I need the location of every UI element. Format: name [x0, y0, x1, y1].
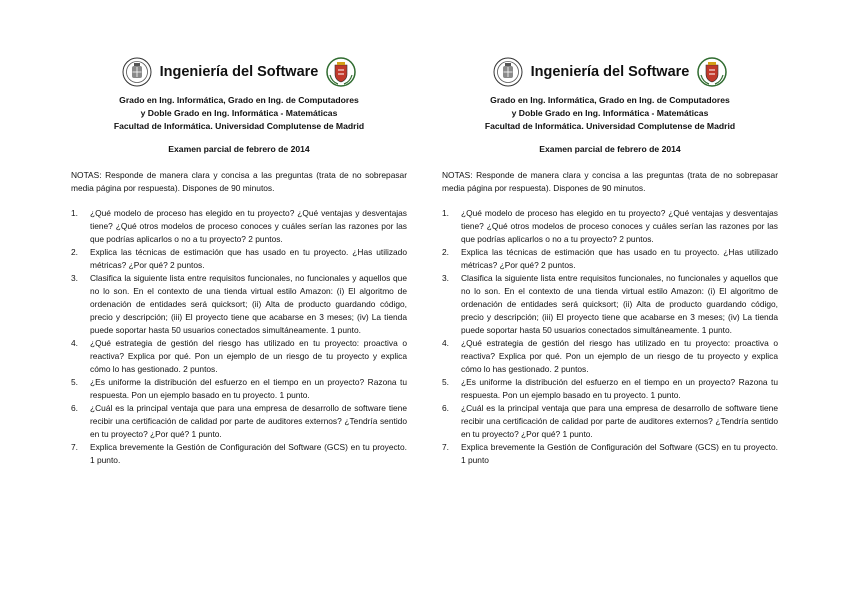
- question-number: 3.: [442, 273, 449, 283]
- exam-page-right: [442, 52, 778, 467]
- exam-header: [442, 52, 778, 92]
- exam-subject-title: Ingeniería del Software: [530, 63, 690, 80]
- question-text: Explica las técnicas de estimación que has usado en tu proyecto. ¿Has utilizado métricas? ¿Por qué? 2 puntos.: [90, 247, 407, 270]
- question-text: Clasifica la siguiente lista entre requisitos funcionales, no funcionales y aquellos que no lo son. En el contexto de una tienda virtual estilo Amazon: (i) El algoritmo de ordenación de entidades será quicksort; (ii) Alta de producto guardando código, precio y descripción; (iii) El proyecto tiene que acabarse en 3 meses; (iv) La tienda puede soportar hasta 50 usuarios conectados simultáneamente. 1 punto.: [461, 273, 778, 335]
- question-item: [442, 376, 778, 402]
- question-item: [71, 441, 407, 467]
- question-item: [71, 376, 407, 402]
- question-item: [71, 402, 407, 441]
- exam-header: [71, 52, 407, 92]
- question-text: ¿Cuál es la principal ventaja que para una empresa de desarrollo de software tiene recibir una certificación de calidad por parte de auditores externos? ¿Tendría sentido en tu proyecto? ¿Por qué? 1 punto.: [461, 403, 778, 439]
- question-number: 7.: [71, 442, 78, 452]
- question-text: ¿Qué estrategia de gestión del riesgo has utilizado en tu proyecto: proactiva o reactiva? Explica por qué. Pon un ejemplo de un riesgo de tu proyecto y explica cómo lo has gestionado. 2 puntos.: [90, 338, 407, 374]
- question-item: [442, 337, 778, 376]
- question-number: 6.: [442, 403, 449, 413]
- exam-title: Examen parcial de febrero de 2014: [168, 144, 310, 154]
- degree-info: [71, 94, 407, 133]
- question-item: [442, 207, 778, 246]
- faculty-crest-icon: [697, 57, 727, 87]
- question-text: Explica brevemente la Gestión de Configuración del Software (GCS) en tu proyecto. 1 punto: [461, 442, 778, 465]
- question-number: 1.: [71, 208, 78, 218]
- question-number: 5.: [71, 377, 78, 387]
- degree-line: Grado en Ing. Informática, Grado en Ing. de Computadores: [490, 95, 730, 105]
- question-number: 2.: [442, 247, 449, 257]
- exam-subject-title: Ingeniería del Software: [159, 63, 319, 80]
- ucm-seal-icon: [122, 57, 152, 87]
- question-item: [71, 246, 407, 272]
- question-number: 6.: [71, 403, 78, 413]
- exam-title: Examen parcial de febrero de 2014: [539, 144, 681, 154]
- question-text: ¿Es uniforme la distribución del esfuerzo en el tiempo en un proyecto? Razona tu respuesta. Pon un ejemplo basado en tu proyecto. 1 punto.: [461, 377, 778, 400]
- question-number: 4.: [442, 338, 449, 348]
- question-item: [442, 441, 778, 467]
- question-text: ¿Qué modelo de proceso has elegido en tu proyecto? ¿Qué ventajas y desventajas tiene? ¿Qué otros modelos de proceso conoces y cuáles serían las razones por las que podrías aplicarlos o no a tu proyecto? 2 puntos.: [90, 208, 407, 244]
- faculty-line: Facultad de Informática. Universidad Complutense de Madrid: [484, 121, 736, 131]
- ucm-seal-icon: [493, 57, 523, 87]
- question-item: [71, 272, 407, 337]
- question-item: [71, 207, 407, 246]
- exam-page-left: [71, 52, 407, 467]
- question-item: [442, 402, 778, 441]
- degree-line: Grado en Ing. Informática, Grado en Ing. de Computadores: [119, 95, 359, 105]
- question-number: 2.: [71, 247, 78, 257]
- question-number: 5.: [442, 377, 449, 387]
- faculty-line: Facultad de Informática. Universidad Complutense de Madrid: [113, 121, 365, 131]
- exam-notes: NOTAS: Responde de manera clara y concisa a las preguntas (trata de no sobrepasar media página por respuesta). Dispones de 90 minutos.: [442, 170, 778, 193]
- question-text: Explica brevemente la Gestión de Configuración del Software (GCS) en tu proyecto. 1 punto.: [90, 442, 407, 465]
- question-text: ¿Cuál es la principal ventaja que para una empresa de desarrollo de software tiene recibir una certificación de calidad por parte de auditores externos? ¿Tendría sentido en tu proyecto? ¿Por qué? 1 punto.: [90, 403, 407, 439]
- question-text: Clasifica la siguiente lista entre requisitos funcionales, no funcionales y aquellos que no lo son. En el contexto de una tienda virtual estilo Amazon: (i) El algoritmo de ordenación de entidades será quicksort; (ii) Alta de producto guardando código, precio y descripción; (iii) El proyecto tiene que acabarse en 3 meses; (iv) La tienda puede soportar hasta 50 usuarios conectados simultáneamente. 1 punto.: [90, 273, 407, 335]
- question-number: 4.: [71, 338, 78, 348]
- degree-line: y Doble Grado en Ing. Informática - Matemáticas: [140, 108, 338, 118]
- faculty-crest-icon: [326, 57, 356, 87]
- question-text: Explica las técnicas de estimación que has usado en tu proyecto. ¿Has utilizado métricas? ¿Por qué? 2 puntos.: [461, 247, 778, 270]
- question-number: 7.: [442, 442, 449, 452]
- degree-info: [442, 94, 778, 133]
- question-text: ¿Es uniforme la distribución del esfuerzo en el tiempo en un proyecto? Razona tu respuesta. Pon un ejemplo basado en tu proyecto. 1 punto.: [90, 377, 407, 400]
- exam-notes: NOTAS: Responde de manera clara y concisa a las preguntas (trata de no sobrepasar media página por respuesta). Dispones de 90 minutos.: [71, 170, 407, 193]
- degree-line: y Doble Grado en Ing. Informática - Matemáticas: [511, 108, 709, 118]
- question-number: 1.: [442, 208, 449, 218]
- question-text: ¿Qué modelo de proceso has elegido en tu proyecto? ¿Qué ventajas y desventajas tiene? ¿Qué otros modelos de proceso conoces y cuáles serían las razones por las que podrías aplicarlos o no a tu proyecto? 2 puntos.: [461, 208, 778, 244]
- question-number: 3.: [71, 273, 78, 283]
- question-list: [71, 207, 407, 467]
- question-item: [442, 272, 778, 337]
- question-item: [71, 337, 407, 376]
- question-list: [442, 207, 778, 467]
- question-item: [442, 246, 778, 272]
- question-text: ¿Qué estrategia de gestión del riesgo has utilizado en tu proyecto: proactiva o reactiva? Explica por qué. Pon un ejemplo de un riesgo de tu proyecto y explica cómo lo has gestionado. 2 puntos.: [461, 338, 778, 374]
